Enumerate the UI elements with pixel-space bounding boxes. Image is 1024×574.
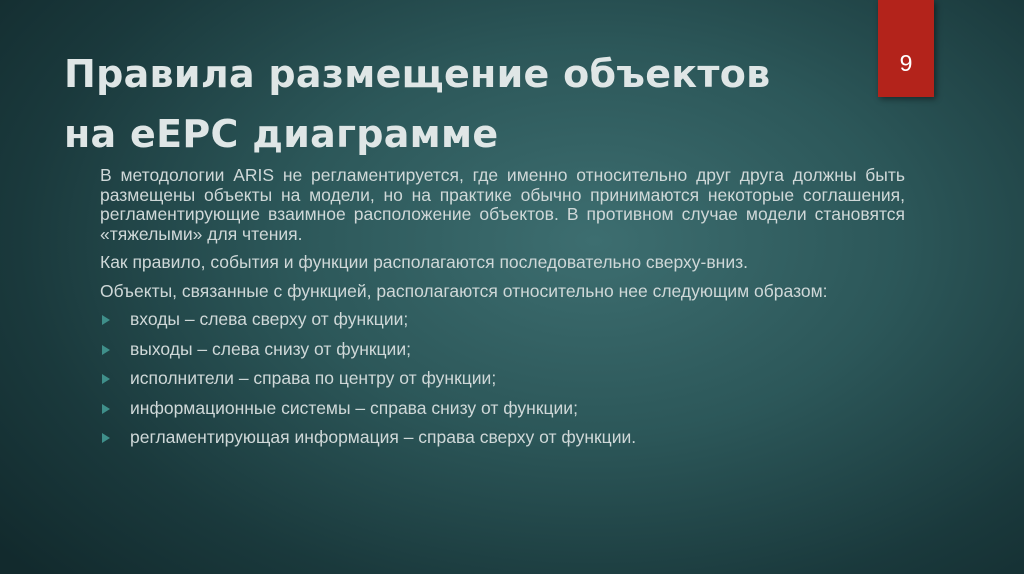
list-item-text: входы – слева сверху от функции; <box>130 309 409 329</box>
list-item <box>100 399 905 429</box>
slide-title-line-2: на еЕРС диаграмме <box>64 112 499 156</box>
slide-title <box>64 44 864 164</box>
list-item <box>100 340 905 370</box>
triangle-bullet-icon <box>102 345 110 355</box>
paragraph-objects-placement: Объекты, связанные с функцией, располагаются относительно нее следующим образом: <box>100 280 828 301</box>
page-number-tab <box>878 0 934 97</box>
list-item-text: регламентирующая информация – справа сверху от функции. <box>130 427 637 447</box>
list-item <box>100 428 905 458</box>
list-item-text: выходы – слева снизу от функции; <box>130 338 411 359</box>
placement-rules-list <box>100 310 905 458</box>
paragraph-event-function-order: Как правило, события и функции располагаются последовательно сверху-вниз. <box>100 252 748 272</box>
list-item-text: информационные системы – справа снизу от функции; <box>130 397 578 418</box>
triangle-bullet-icon <box>102 433 110 443</box>
list-item <box>100 310 905 340</box>
slide-body <box>100 166 905 458</box>
list-item <box>100 369 905 399</box>
triangle-bullet-icon <box>102 404 110 414</box>
triangle-bullet-icon <box>102 374 110 384</box>
page-number: 9 <box>899 50 913 76</box>
list-item-text: исполнители – справа по центру от функции; <box>130 368 497 388</box>
paragraph-aris-methodology: В методологии ARIS не регламентируется, где именно относительно друг друга должны быть размещены объекты на модели, но на практике обычно принимаются некоторые соглашения, регламентирующие взаимное расположение объектов. В противном случае модели становятся «тяжелыми» для чтения. <box>100 165 905 244</box>
triangle-bullet-icon <box>102 315 110 325</box>
slide-title-line-1: Правила размещение объектов <box>64 52 771 96</box>
